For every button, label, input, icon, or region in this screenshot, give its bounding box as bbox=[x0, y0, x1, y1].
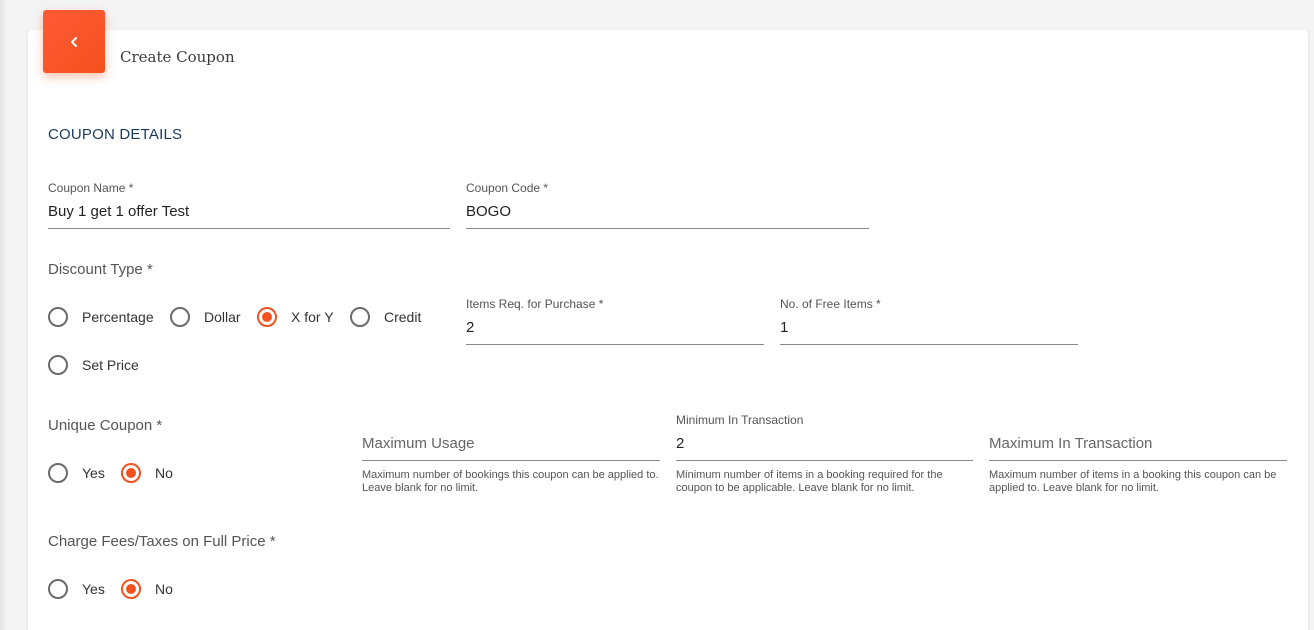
max-transaction-input[interactable]: Maximum In Transaction bbox=[989, 435, 1287, 461]
max-usage-field bbox=[362, 413, 660, 495]
coupon-code-label: Coupon Code * bbox=[466, 181, 549, 195]
radio-label: No bbox=[155, 581, 173, 597]
section-title: COUPON DETAILS bbox=[48, 126, 183, 143]
radio-label: X for Y bbox=[291, 309, 334, 325]
radio-label: Credit bbox=[384, 309, 422, 325]
free-items-label: No. of Free Items * bbox=[780, 297, 881, 311]
radio-circle bbox=[48, 307, 68, 327]
min-transaction-input[interactable]: 2 bbox=[676, 435, 973, 461]
unique-coupon-yes-radio[interactable] bbox=[48, 463, 105, 483]
free-items-field bbox=[780, 297, 1078, 345]
radio-label: Percentage bbox=[82, 309, 154, 325]
items-required-label: Items Req. for Purchase * bbox=[466, 297, 604, 311]
coupon-code-field bbox=[466, 181, 869, 229]
discount-type-credit-radio[interactable] bbox=[350, 307, 421, 327]
radio-circle bbox=[48, 463, 68, 483]
radio-label: Dollar bbox=[204, 309, 241, 325]
max-usage-input[interactable]: Maximum Usage bbox=[362, 435, 660, 461]
min-transaction-field bbox=[676, 413, 973, 495]
radio-label: No bbox=[155, 465, 173, 481]
radio-circle bbox=[170, 307, 190, 327]
radio-label: Yes bbox=[82, 465, 105, 481]
free-items-input[interactable]: 1 bbox=[780, 319, 1078, 345]
unique-coupon-no-radio[interactable] bbox=[121, 463, 173, 483]
radio-label: Set Price bbox=[82, 357, 139, 373]
page-left-edge bbox=[0, 0, 8, 630]
discount-type-xfory-radio[interactable] bbox=[257, 307, 334, 327]
discount-type-set-price-radio[interactable] bbox=[48, 355, 139, 375]
charge-fees-yes-radio[interactable] bbox=[48, 579, 105, 599]
coupon-name-label: Coupon Name * bbox=[48, 181, 134, 195]
radio-circle bbox=[121, 579, 141, 599]
radio-circle bbox=[48, 355, 68, 375]
max-transaction-field bbox=[989, 413, 1287, 495]
discount-type-percentage-radio[interactable] bbox=[48, 307, 154, 327]
radio-circle bbox=[48, 579, 68, 599]
min-transaction-help: Minimum number of items in a booking required for the coupon to be applicable. Leave blank for no limit. bbox=[676, 469, 943, 494]
radio-circle bbox=[257, 307, 277, 327]
chevron-left-icon bbox=[67, 35, 81, 49]
max-transaction-help: Maximum number of items in a booking this coupon can be applied to. Leave blank for no limit. bbox=[989, 469, 1277, 494]
coupon-name-field bbox=[48, 181, 450, 229]
charge-fees-label: Charge Fees/Taxes on Full Price * bbox=[48, 533, 276, 550]
back-button[interactable] bbox=[43, 10, 105, 73]
radio-label: Yes bbox=[82, 581, 105, 597]
min-transaction-label: Minimum In Transaction bbox=[676, 413, 804, 427]
page-title: Create Coupon bbox=[120, 48, 235, 66]
items-required-field bbox=[466, 297, 764, 345]
unique-coupon-label: Unique Coupon * bbox=[48, 417, 163, 434]
charge-fees-no-radio[interactable] bbox=[121, 579, 173, 599]
coupon-code-input[interactable]: BOGO bbox=[466, 203, 869, 229]
radio-circle bbox=[350, 307, 370, 327]
discount-type-label: Discount Type * bbox=[48, 261, 153, 278]
radio-circle bbox=[121, 463, 141, 483]
discount-type-dollar-radio[interactable] bbox=[170, 307, 241, 327]
max-usage-help: Maximum number of bookings this coupon can be applied to. Leave blank for no limit. bbox=[362, 469, 659, 494]
items-required-input[interactable]: 2 bbox=[466, 319, 764, 345]
coupon-name-input[interactable]: Buy 1 get 1 offer Test bbox=[48, 203, 450, 229]
